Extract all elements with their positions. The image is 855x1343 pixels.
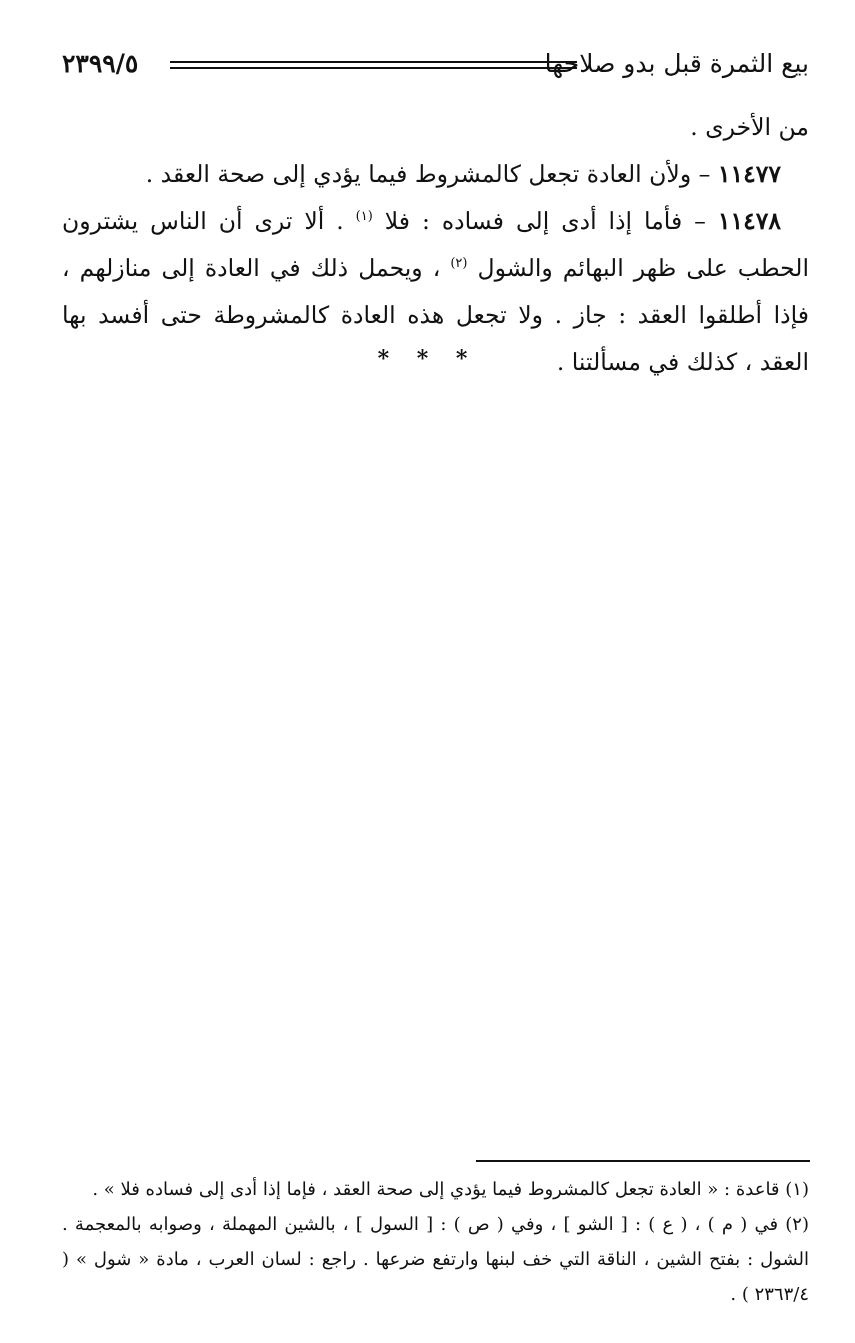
paragraph-text: ، ويحمل ذلك في العادة إلى منازلهم ، فإذا أطلقوا العقد : جاز . ولا تجعل هذه العادة كالمشروطة حتى أفسد بها العقد ، كذلك في مسألتنا . [62, 254, 809, 376]
running-title: بيع الثمرة قبل بدو صلاحها [544, 49, 809, 78]
page-header [62, 44, 809, 84]
section-separator: * * * [377, 346, 478, 372]
paragraph-number: ١١٤٧٧ [717, 160, 781, 188]
paragraph-11477 [62, 151, 809, 198]
main-text [62, 104, 809, 386]
footnotes [62, 1172, 809, 1312]
header-rule [170, 61, 577, 69]
paragraph-text: – فأما إذا أدى إلى فساده : فلا [372, 207, 718, 235]
paragraph-text: . ألا ترى أن الناس يشترون الحطب على ظهر البهائم والشول [62, 207, 809, 282]
footnote-ref-2[interactable]: (٢) [450, 256, 468, 272]
footnote-ref-1[interactable]: (١) [355, 209, 373, 225]
paragraph-number: ١١٤٧٨ [717, 207, 781, 235]
paragraph-continuation: من الأخرى . [690, 113, 809, 141]
footnote-2: (٢) في ( م ) ، ( ع ) : [ الشو ] ، وفي ( ص ) : [ السول ] ، بالشين المهملة ، وصوابه بالمعجمة . الشول : بفتح الشين ، الناقة التي خف لبنها وارتفع ضرعها . راجع : لسان العرب ، مادة « شول » ( ٢٣٦٣/٤ ) . [62, 1214, 809, 1305]
footnote-1: (١) قاعدة : « العادة تجعل كالمشروط فيما يؤدي إلى صحة العقد ، فإما إذا أدى إلى فساده فلا » . [92, 1179, 809, 1200]
page-number: ٢٣٩٩/٥ [62, 49, 139, 78]
footnote-rule [476, 1160, 810, 1162]
paragraph-text: – ولأن العادة تجعل كالمشروط فيما يؤدي إلى صحة العقد . [145, 160, 718, 188]
